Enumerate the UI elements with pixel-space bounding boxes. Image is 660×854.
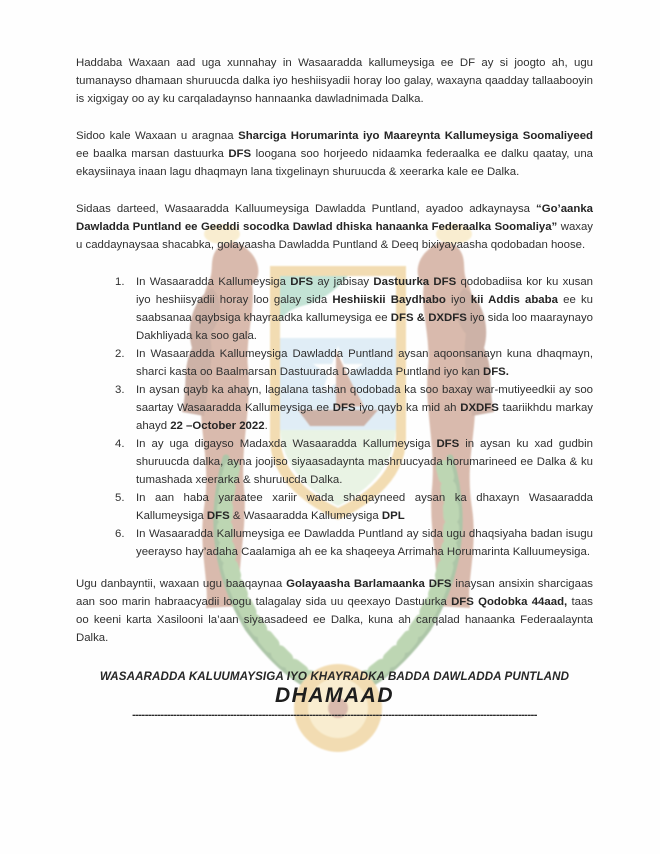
- paragraph-3: Sidaas darteed, Wasaaradda Kalluumeysiga Dawladda Puntland, ayadoo adkaynaysa “Go’aanka Dawladda Puntland ee Geeddi socodka Dawlad dhiska hanaanka Federaalka Soomaliya” waxay u caddaynaysaa shacabka, golayaasha Dawladda Puntland & Deeq bixiyayaasha qodobadan hoose.: [76, 203, 593, 251]
- list-item-number: 4.: [115, 438, 125, 450]
- list-item-text: In ay uga digayso Madaxda Wasaaradda Kallumeysiga DFS in aysan ku xad gudbin shuruucda dalka, ayna joojiso siyaasadaynta mashruucyada horumarineed ee Dalka & ku tumashada xeerarka & shuruucda Dalka.: [136, 438, 594, 486]
- list-item-4: [76, 435, 593, 489]
- list-item-number: 5.: [115, 492, 125, 504]
- list-item-6: [76, 525, 593, 561]
- list-item-number: 2.: [115, 348, 125, 360]
- list-item-1: [76, 273, 593, 345]
- closing-paragraph: Ugu danbayntii, waxaan ugu baaqaynaa Golayaasha Barlamaanka DFS inaysan ansixin sharcigaas aan soo marin habraacyadii loogu talagalay sida uu qeexayo Dastuurka DFS Qodobka 44aad, taas oo keeni karta Xasilooni la’aan siyaasadeed ee Dalka, kuna ah carqalad hanaanka Federaalaynta Dalka.: [76, 578, 594, 644]
- document-footer: [76, 668, 593, 724]
- document-body: [76, 54, 593, 724]
- list-item-text: In Wasaaradda Kallumeysiga Dawladda Puntland aysan aqoonsanayn kuna dhaqmayn, sharci kasta oo Baalmarsan Dastuurada Dawladda Puntland iyo kan DFS.: [136, 348, 593, 378]
- list-item-number: 1.: [115, 276, 125, 288]
- list-item-number: 6.: [115, 528, 125, 540]
- dashed-separator: --------------------------------------------------------------------------------------------------------------------------------: [132, 709, 537, 721]
- list-item-number: 3.: [115, 384, 125, 396]
- end-label: DHAMAAD: [275, 684, 394, 707]
- list-item-text: In Wasaaradda Kallumeysiga DFS ay jabisay Dastuurka DFS qodobadiisa kor ku xusan iyo heshiisyadii horay loo galay sida Heshiiskii Baydhabo iyo kii Addis ababa ee ku saabsanaa qaybsiga khayraadka kallumeysiga ee DFS & DXDFS iyo sida loo maaraynayo Dakhliyada ka soo gala.: [136, 276, 594, 342]
- list-item-5: [76, 489, 593, 525]
- list-item-2: [76, 345, 593, 381]
- list-item-text: In aan haba yaraatee xariir wada shaqayneed aysan ka dhaxayn Wasaaradda Kallumeysiga DFS & Wasaaradda Kallumeysiga DPL: [136, 492, 593, 522]
- ministry-title: WASAARADDA KALUUMAYSIGA IYO KHAYRADKA BADDA DAWLADDA PUNTLAND: [99, 670, 570, 683]
- paragraph-2: Sidoo kale Waxaan u aragnaa Sharciga Horumarinta iyo Maareynta Kallumeysiga Soomaliyeed ee baalka marsan dastuurka DFS loogana soo horjeedo nidaamka federaalka ee dalku qaatay, una ekaysiinaya inaan lagu dhaqmayn lana tixgelinayn shuruucda & xeerarka kale ee Dalka.: [76, 130, 593, 178]
- list-item-text: In Wasaaradda Kallumeysiga ee Dawladda Puntland ay sida ugu dhaqsiyaha badan isugu yeerayso hay’adaha Caalamiga ah ee ka shaqeeya Arrimaha Horumarinta Kalluumeysiga.: [136, 528, 593, 558]
- paragraph-1: Haddaba Waxaan aad uga xunnahay in Wasaaradda kallumeysiga ee DF ay si joogto ah, ugu tumanayso dhamaan shuruucda dalka iyo heshiisyadii horay loo galay, waxayna qaadday tallaabooyin is xigxigay oo ay ku carqaladaynso hannaanka dawladnimada Dalka.: [76, 57, 593, 105]
- list-item-3: [76, 381, 593, 435]
- numbered-list: [76, 273, 593, 561]
- list-item-text: In aysan qayb ka ahayn, lagalana tashan qodobada ka soo baxay war-mutiyeedkii ay soo saartay Wasaaradda Kallumeysiga ee DFS iyo qayb ka mid ah DXDFS taariikhdu markay ahayd 22 –October 2022.: [136, 384, 593, 432]
